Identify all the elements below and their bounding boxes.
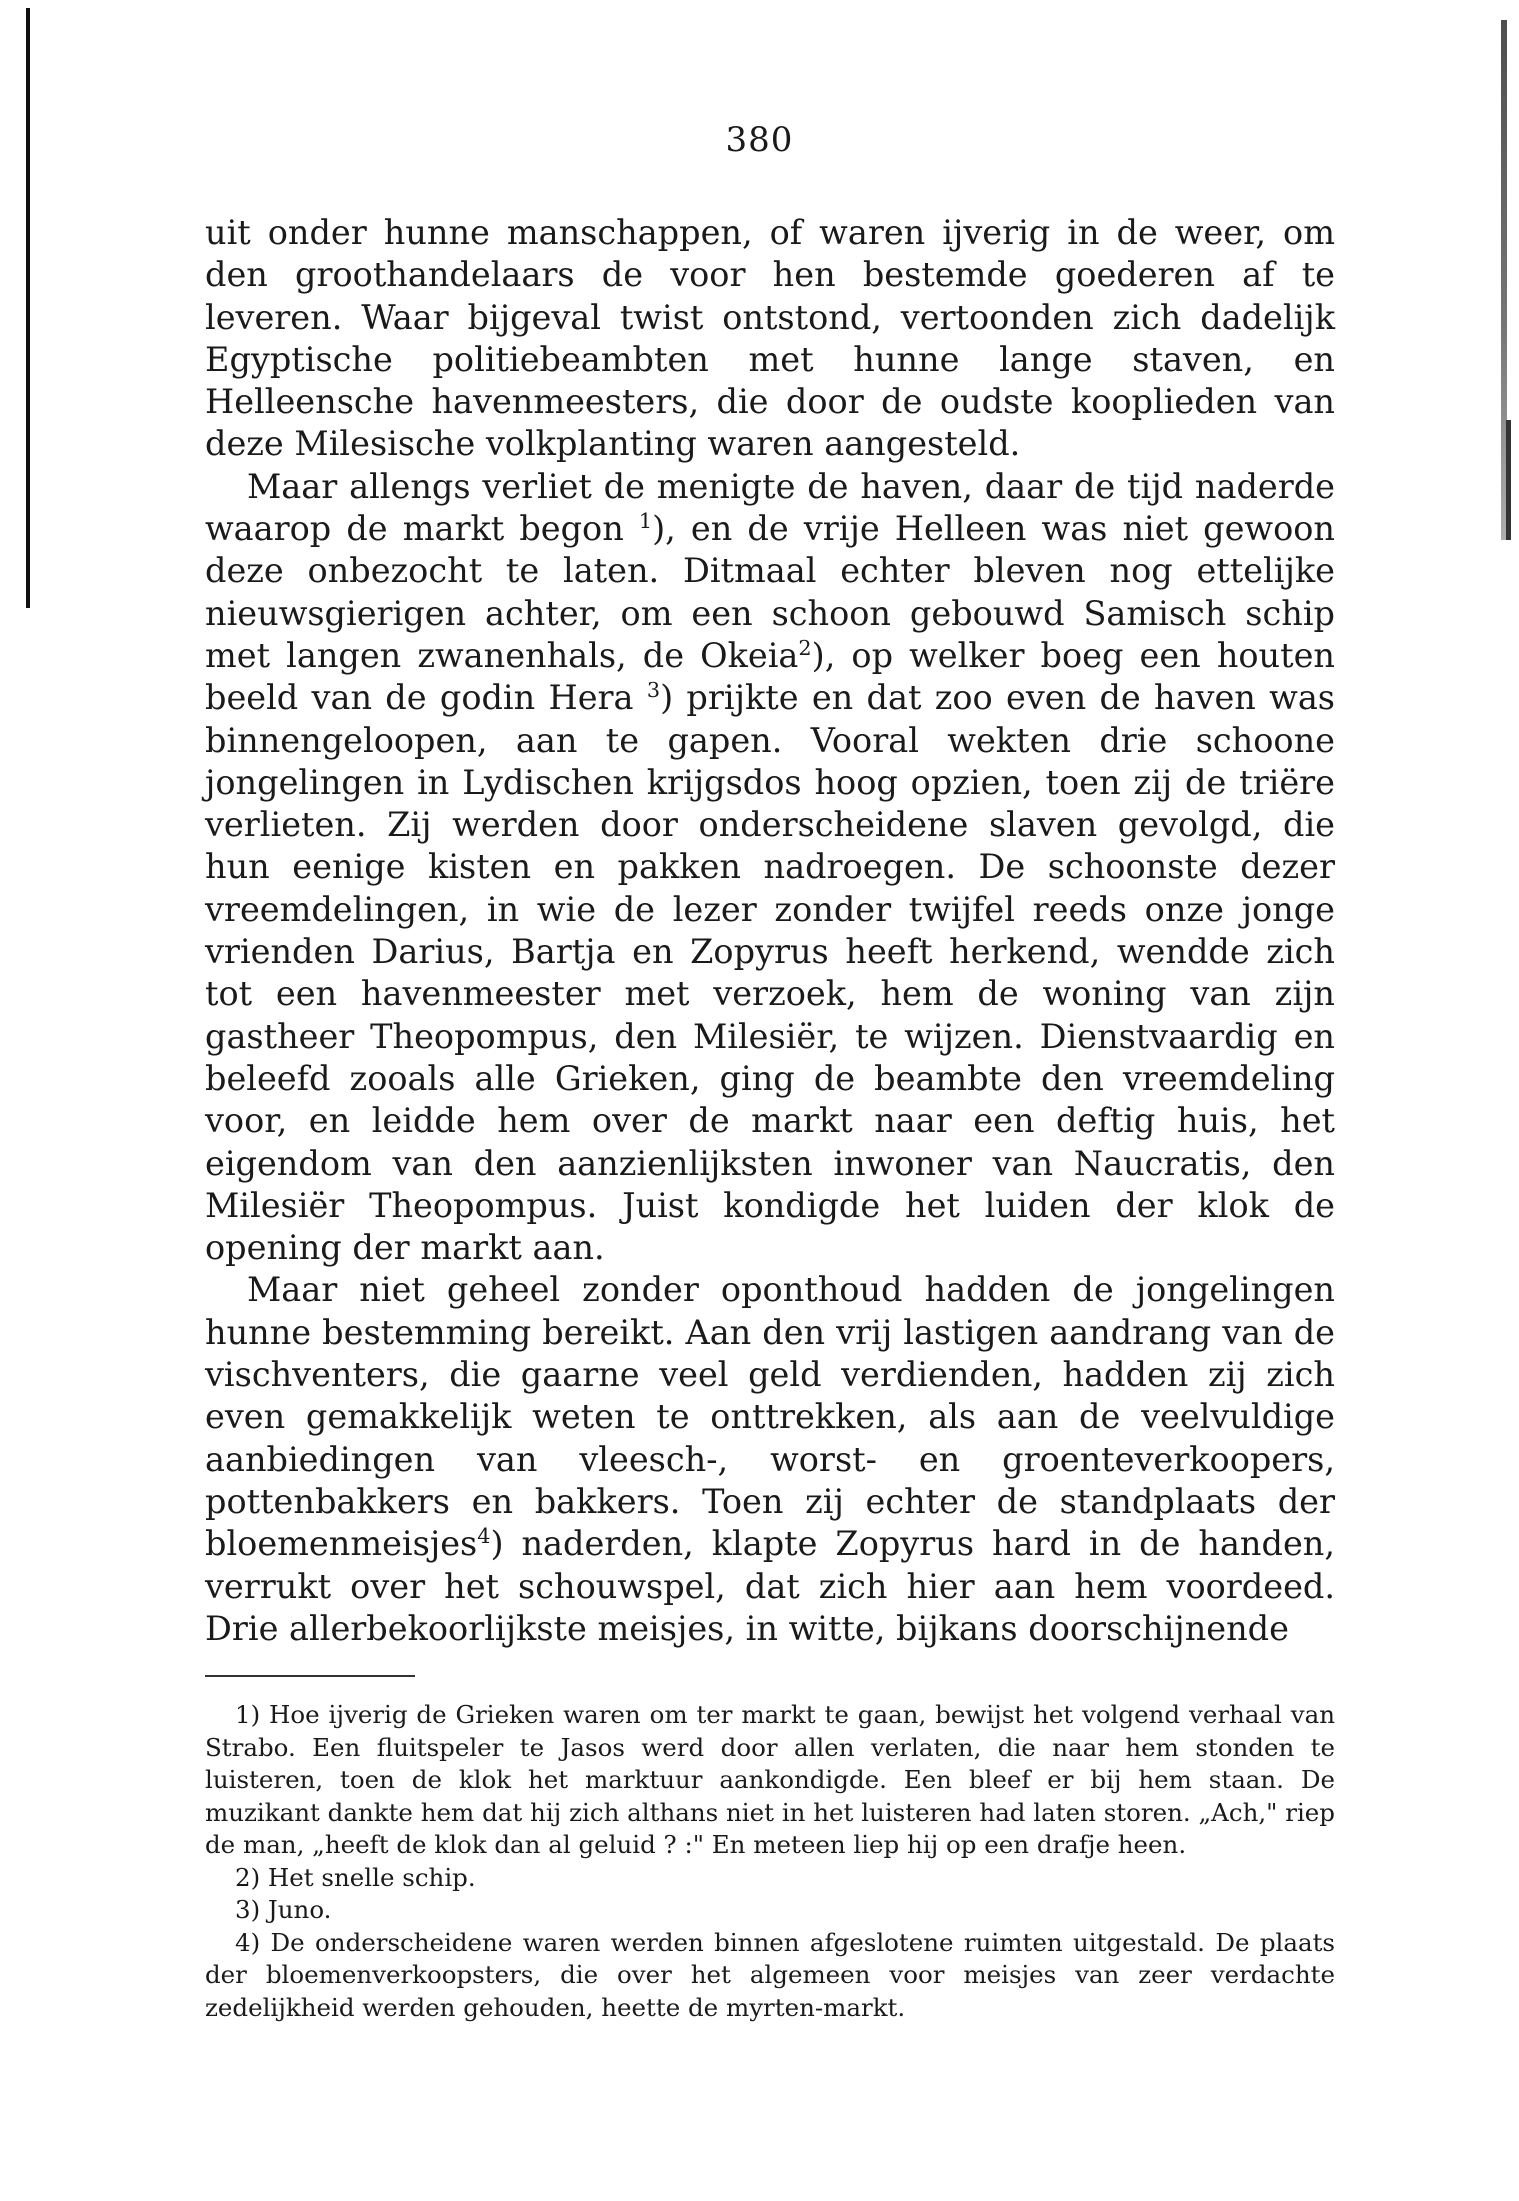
scan-edge-right-mark — [1506, 420, 1511, 540]
paragraph-2-text-a: Maar allengs verliet de menigte de haven, daar de tijd naderde waarop de markt begon — [205, 466, 1335, 549]
footnote-ref-4: 4 — [477, 1524, 491, 1549]
footnote-2: 2) Het snelle schip. — [235, 1862, 476, 1892]
footnote-4: 4) De onderscheidene waren werden binnen afgeslotene ruimten uitgestald. De plaats der bloemenverkoopsters, die over het algemeen voor meisjes van zeer verdachte zedelijkheid werden gehouden, heette de myrten-markt. — [205, 1927, 1335, 2022]
paragraph-1 — [205, 212, 1335, 466]
footnote-divider — [205, 1675, 415, 1677]
footnote-1: 1) Hoe ijverig de Grieken waren om ter markt te gaan, bewijst het volgend verhaal van Strabo. Een fluitspeler te Jasos werd door allen verlaten, die naar hem stonden te luisteren, toen de klok het marktuur aankondigde. Een bleef er bij hem staan. De muzikant dankte hem dat hij zich althans niet in het luisteren had laten storen. „Ach," riep de man, „heeft de klok dan al geluid ? :" En meteen liep hij op een drafje heen. — [205, 1700, 1335, 1860]
paragraph-1-text: uit onder hunne manschappen, of waren ijverig in de weer, om den groothandelaars de voor hen bestemde goederen af te leveren. Waar bijgeval twist ontstond, vertoonden zich dadelijk Egyptische politiebeambten met hunne lange staven, en Helleensche havenmeesters, die door de oudste kooplieden van deze Milesische volkplanting waren aangesteld. — [205, 213, 1335, 464]
footnote-ref-3: 3 — [646, 678, 661, 703]
scan-edge-left — [26, 8, 30, 608]
paragraph-2-text-d: ) prijkte en dat zoo even de haven was binnengeloopen, aan te gapen. Vooral wekten drie schoone jongelingen in Lydischen krijgsdos hoog opzien, toen zij de triëre verlieten. Zij werden door onderscheidene slaven gevolgd, die hun eenige kisten en pakken nadroegen. De schoonste dezer vreemdelingen, in wie de lezer zonder twijfel reeds onze jonge vrienden Darius, Bartja en Zopyrus heeft herkend, wendde zich tot een havenmeester met verzoek, hem de woning van zijn gastheer Theopompus, den Milesiër, te wijzen. Dienstvaardig en beleefd zooals alle Grieken, ging de beambte den vreemdeling voor, en leidde hem over de markt naar een deftig huis, het eigendom van den aanzienlijksten inwoner van Naucratis, den Milesiër Theopompus. Juist kondigde het luiden der klok de opening der markt aan. — [205, 678, 1336, 1268]
text-column — [205, 212, 1335, 2024]
paragraph-3 — [205, 1269, 1335, 1650]
footnotes — [205, 1699, 1335, 2024]
paragraph-2-text-b: ), en de vrije Helleen was niet gewoon deze onbezocht te laten. Ditmaal echter bleven nog ettelijke nieuwsgierigen achter, om een schoon gebouwd Samisch schip met langen zwanenhals, de Okeia — [205, 509, 1336, 675]
footnote-ref-2: 2 — [798, 635, 812, 660]
page-number: 380 — [725, 120, 794, 160]
footnote-ref-1: 1 — [638, 508, 653, 533]
paragraph-3-text-b: ) naderden, klapte Zopyrus hard in de handen, verrukt over het schouwspel, dat zich hier aan hem voordeed. Drie allerbekoorlijkste meisjes, in witte, bijkans doorschijnende — [205, 1524, 1335, 1648]
paragraph-3-text-a: Maar niet geheel zonder oponthoud hadden de jongelingen hunne bestemming bereikt. Aan den vrij lastigen aandrang van de vischventers, die gaarne veel geld verdienden, hadden zij zich even gemakkelijk weten te onttrekken, als aan de veelvuldige aanbiedingen van vleesch-, worst- en groenteverkoopers, pottenbakkers en bakkers. Toen zij echter de standplaats der bloemenmeisjes — [205, 1270, 1335, 1564]
footnote-3: 3) Juno. — [235, 1895, 332, 1925]
body-text — [205, 212, 1335, 1650]
paragraph-2 — [205, 466, 1335, 1270]
paragraph-2-text-c: ), op welker boeg een houten beeld van de godin Hera — [205, 635, 1335, 718]
